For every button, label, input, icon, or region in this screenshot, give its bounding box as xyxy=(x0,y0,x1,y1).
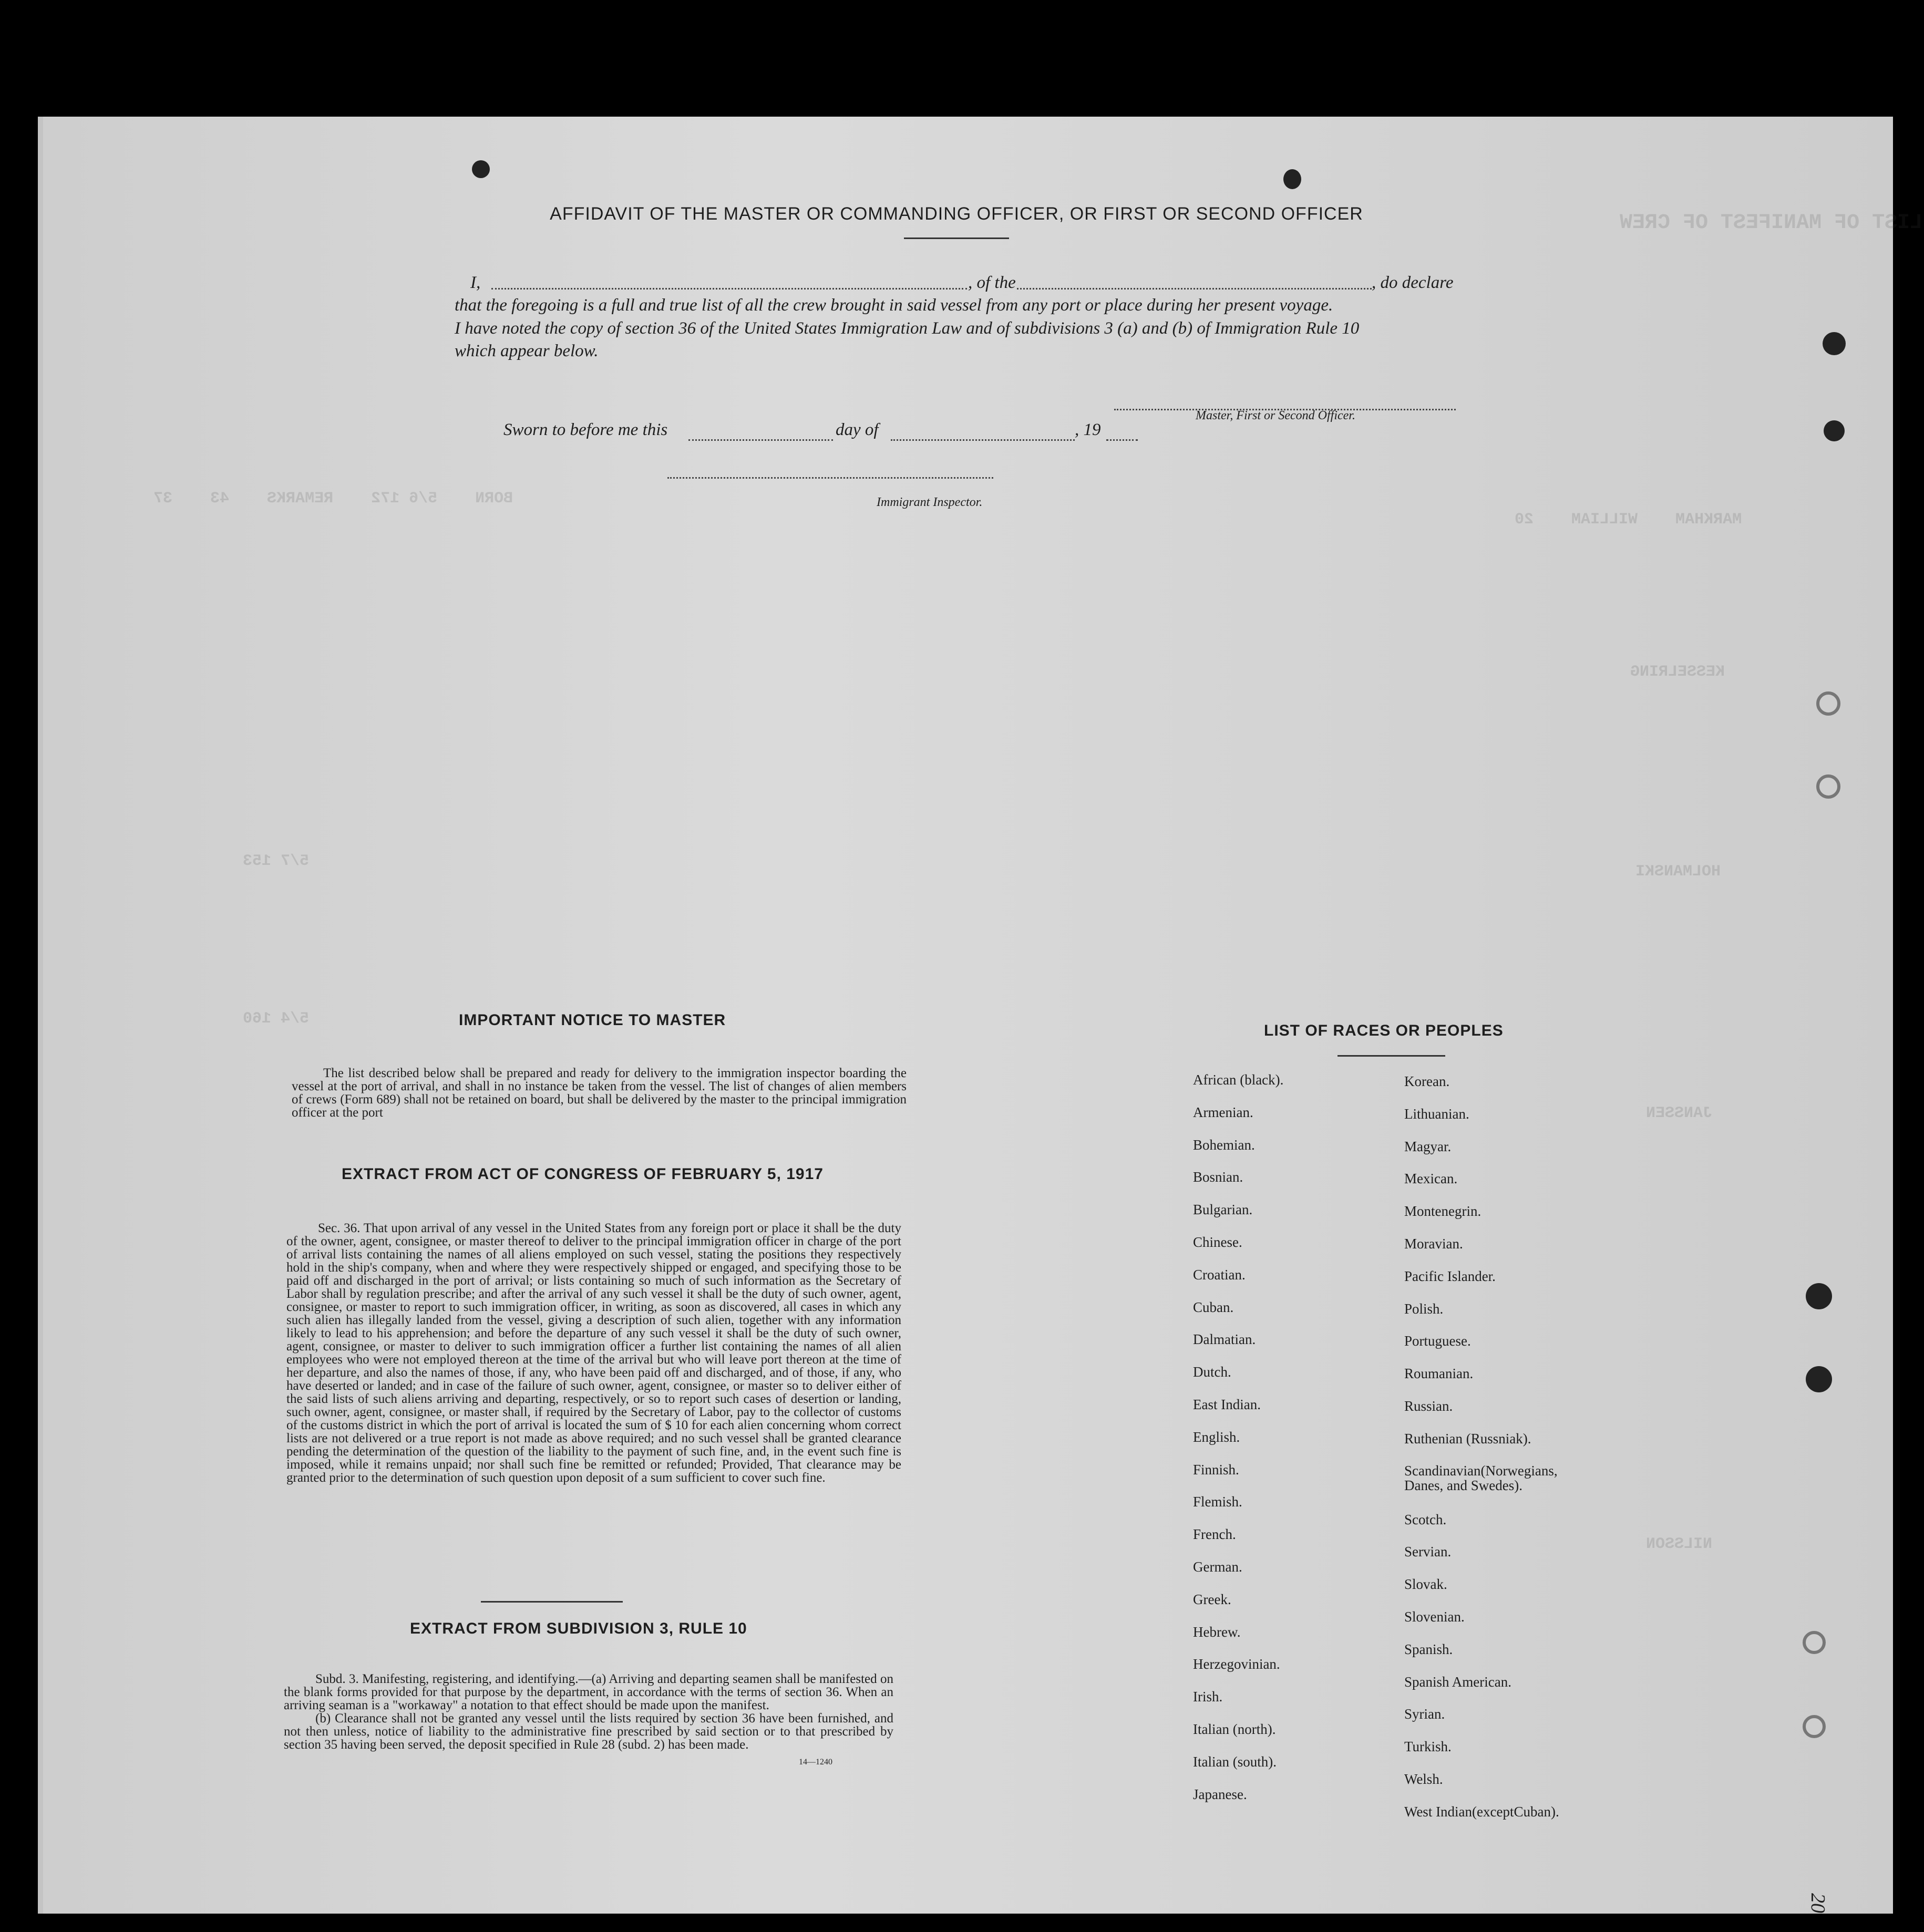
races-title: LIST OF RACES OR PEOPLES xyxy=(1264,1022,1504,1039)
race-item: Russian. xyxy=(1404,1398,1453,1414)
race-item: French. xyxy=(1193,1526,1236,1543)
bleed-through-text: LIST OF MANIFEST OF CREW xyxy=(1620,211,1923,235)
race-item: Bosnian. xyxy=(1193,1169,1243,1185)
act-text xyxy=(286,1222,901,1484)
race-item: Cuban. xyxy=(1193,1299,1234,1315)
master-signature-label: Master, First or Second Officer. xyxy=(1196,409,1355,422)
race-item: Spanish American. xyxy=(1404,1673,1511,1690)
race-item: West Indian(exceptCuban). xyxy=(1404,1803,1559,1820)
race-item: Bohemian. xyxy=(1193,1137,1255,1153)
race-item: English. xyxy=(1193,1429,1240,1445)
race-item: Magyar. xyxy=(1404,1138,1452,1154)
affidavit-line-2: that the foregoing is a full and true list of all the crew brought in said vessel from any port or place during her present voyage. xyxy=(455,296,1333,315)
bleed-through-text: NILSSON xyxy=(1646,1535,1713,1553)
affidavit-line-3: I have noted the copy of section 36 of the United States Immigration Law and of subdivisions 3 (a) and (b) of Immigration Rule 10 xyxy=(455,319,1360,338)
race-item: Hebrew. xyxy=(1193,1624,1241,1640)
race-item: Slovenian. xyxy=(1404,1609,1465,1625)
affidavit-declare: , do declare xyxy=(1372,273,1454,292)
name-field[interactable] xyxy=(491,288,967,290)
race-item: Portuguese. xyxy=(1404,1333,1471,1349)
year-prefix: , 19 xyxy=(1075,420,1101,439)
race-item: Scandinavian(Norwegians, Danes, and Swedes). xyxy=(1404,1462,1558,1493)
bleed-through-text: HOLMANSKI xyxy=(1635,863,1721,881)
bleed-through-text: 5/4 160 xyxy=(243,1010,310,1028)
punch-hole xyxy=(1283,169,1301,189)
rule-paragraph-b: (b) Clearance shall not be granted any vessel until the lists required by section 36 have been furnished, and not then unless, notice of liability to the administrative fine prescribed by said section or to that prescribed by section 35 having been served, the deposit specified in Rule 28 (subd. 2) has been made. xyxy=(284,1711,893,1752)
rule-title: EXTRACT FROM SUBDIVISION 3, RULE 10 xyxy=(410,1620,747,1637)
affidavit-i: I, xyxy=(470,273,481,292)
punch-hole xyxy=(1806,1366,1832,1392)
race-item: Armenian. xyxy=(1193,1104,1253,1120)
sworn-day-field[interactable] xyxy=(688,439,833,441)
corner-number: 20 xyxy=(1807,1893,1829,1913)
inspector-signature-line[interactable] xyxy=(667,477,993,479)
race-item: Greek. xyxy=(1193,1591,1231,1607)
bleed-through-text: BORN 5/6 172 REMARKS 43 37 xyxy=(153,490,513,508)
affidavit-line-4: which appear below. xyxy=(455,342,599,360)
race-item: Ruthenian (Russniak). xyxy=(1404,1430,1531,1447)
race-item: Servian. xyxy=(1404,1544,1452,1560)
sworn-year-field[interactable] xyxy=(1106,439,1138,441)
race-item: Welsh. xyxy=(1404,1771,1443,1787)
race-item: Lithuanian. xyxy=(1404,1106,1469,1122)
sworn-month-field[interactable] xyxy=(891,439,1075,441)
race-item: Korean. xyxy=(1404,1073,1450,1089)
race-item: Chinese. xyxy=(1193,1234,1242,1250)
race-item: Bulgarian. xyxy=(1193,1202,1253,1218)
punch-hole xyxy=(1823,332,1846,355)
punch-hole xyxy=(1816,774,1840,799)
race-item: Syrian. xyxy=(1404,1706,1445,1722)
act-paragraph: Sec. 36. That upon arrival of any vessel in the United States from any foreign port or place it shall be the duty of the owner, agent, consignee, or master thereof to deliver to the principal immigration officer in charge of the port of arrival lists containing the names of all aliens employed on such vessel, stating the positions they respectively hold in the ship's company, when and where they were respectively shipped or engaged, and specifying those to be paid off and discharged in the port of arrival; or lists containing so much of such information as the Secretary of Labor shall by regulation prescribe; and after the arrival of any such vessel it shall be the duty of such owner, agent, consignee, or master to report to such immigration officer, in writing, as soon as discovered, all cases in which any such alien has illegally landed from the vessel, giving a description of such alien, together with any information likely to lead to his apprehension; and before the departure of any such vessel it shall be the duty of such owner, agent, consignee, or master to deliver to such immigration officer a further list containing the names of all alien employees who were not employed thereon at the time of the arrival but who will leave port thereon at the time of her departure, and also the names of those, if any, who have been paid off and discharged, and of those, if any, who have deserted or landed; and in case of the failure of such owner, agent, consignee, or master so to deliver either of the said lists of such aliens arriving and departing, respectively, or so to report such cases of desertion or landing, such owner, agent, consignee, or master shall, if required by the Secretary of Labor, pay to the collector of customs of the customs district in which the port of arrival is located the sum of $ 10 for each alien concerning whom correct lists are not delivered or a true report is not made as above required; and no such vessel shall be granted clearance pending the determination of the question of the liability to the payment of such fine, and, in the event such fine is imposed, while it remains unpaid; nor shall such fine be remitted or refunded; Provided, That clearance may be granted prior to the determination of such question upon deposit of a sum sufficient to cover such fine. xyxy=(286,1221,901,1485)
act-title: EXTRACT FROM ACT OF CONGRESS OF FEBRUARY 5, 1917 xyxy=(342,1165,824,1183)
race-item: Dutch. xyxy=(1193,1364,1231,1380)
race-item: Roumanian. xyxy=(1404,1366,1474,1382)
punch-hole xyxy=(1824,420,1845,441)
race-item: Spanish. xyxy=(1404,1641,1453,1657)
document-page xyxy=(38,117,1923,1914)
race-item: Italian (south). xyxy=(1193,1753,1277,1770)
bleed-through-text: JANSSEN xyxy=(1646,1104,1713,1122)
bleed-through-text: 5/7 153 xyxy=(243,852,310,870)
vessel-field[interactable] xyxy=(1017,288,1372,290)
bleed-through-text: MARKHAM WILLIAM 20 xyxy=(1515,511,1742,529)
inspector-signature-label: Immigrant Inspector. xyxy=(877,495,983,509)
race-item: Croatian. xyxy=(1193,1266,1246,1283)
bleed-through-text: KESSELRING xyxy=(1630,663,1725,681)
notice-text xyxy=(292,1067,907,1119)
race-item: Polish. xyxy=(1404,1300,1444,1317)
race-item: Finnish. xyxy=(1193,1461,1239,1478)
race-item: Dalmatian. xyxy=(1193,1331,1256,1348)
race-item: Japanese. xyxy=(1193,1786,1247,1802)
affidavit-of-the: , of the xyxy=(968,273,1016,292)
race-item: Moravian. xyxy=(1404,1236,1463,1252)
race-item: Slovak. xyxy=(1404,1576,1447,1593)
section-divider xyxy=(481,1601,623,1603)
race-item: African (black). xyxy=(1193,1072,1284,1088)
notice-paragraph: The list described below shall be prepared and ready for delivery to the immigration inspector boarding the vessel at the port of arrival, and shall in no instance be taken from the vessel. The list of changes of alien members of crews (Form 689) shall not be retained on board, but shall be delivered by the master to the principal immigration officer at the port xyxy=(292,1066,907,1120)
notice-title: IMPORTANT NOTICE TO MASTER xyxy=(459,1011,726,1029)
form-number: 14—1240 xyxy=(799,1758,832,1766)
race-item: Mexican. xyxy=(1404,1171,1458,1187)
rule-text xyxy=(284,1672,893,1751)
punch-hole xyxy=(1806,1283,1832,1309)
punch-hole xyxy=(1816,691,1840,716)
affidavit-title: AFFIDAVIT OF THE MASTER OR COMMANDING OFFICER, OR FIRST OR SECOND OFFICER xyxy=(550,204,1363,224)
race-item: Montenegrin. xyxy=(1404,1203,1481,1220)
race-item: East Indian. xyxy=(1193,1397,1261,1412)
race-item: Irish. xyxy=(1193,1689,1223,1705)
sworn-text: Sworn to before me this xyxy=(503,420,668,439)
race-item: Turkish. xyxy=(1404,1739,1452,1755)
race-item: Herzegovinian. xyxy=(1193,1656,1280,1672)
race-item: Flemish. xyxy=(1193,1494,1242,1510)
race-item: German. xyxy=(1193,1559,1242,1575)
race-item: Scotch. xyxy=(1404,1511,1447,1527)
races-underline xyxy=(1337,1055,1445,1057)
title-underline xyxy=(904,237,1009,239)
rule-paragraph-a: Subd. 3. Manifesting, registering, and identifying.—(a) Arriving and departing seamen shall be manifested on the blank forms provided for that purpose by the department, in accordance with the terms of section 36. When an arriving seaman is a "workaway" a notation to that effect should be made upon the manifest. xyxy=(284,1672,893,1712)
day-of-text: day of xyxy=(836,420,879,439)
race-item: Pacific Islander. xyxy=(1404,1268,1496,1284)
punch-hole xyxy=(1803,1715,1826,1738)
punch-hole xyxy=(472,160,490,178)
punch-hole xyxy=(1803,1631,1826,1654)
race-item: Italian (north). xyxy=(1193,1721,1276,1737)
